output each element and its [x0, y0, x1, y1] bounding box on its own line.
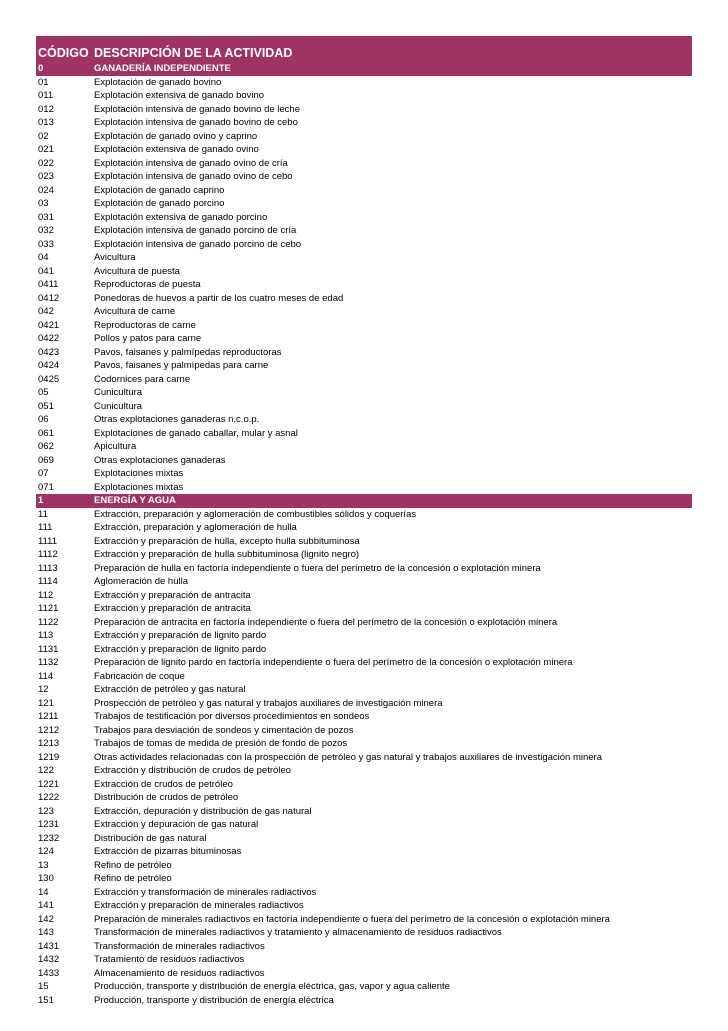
activity-code: 143 — [38, 927, 54, 938]
activity-code: 051 — [38, 400, 54, 412]
activity-description: Extracción y distribución de crudos de petróleo — [94, 765, 291, 776]
table-row — [36, 184, 692, 198]
activity-description: Preparación de antracita en factoría independiente o fuera del perímetro de la concesión o explotación minera — [94, 616, 558, 628]
table-row — [36, 440, 692, 454]
table-row — [36, 602, 692, 616]
activity-description: Explotación intensiva de ganado ovino de cebo — [94, 171, 293, 182]
table-row — [36, 670, 692, 684]
table-row — [36, 508, 692, 522]
table-row — [36, 521, 692, 535]
table-row — [36, 913, 692, 927]
activity-code: 141 — [38, 900, 54, 911]
activity-code: 121 — [38, 697, 54, 709]
activity-code: 1111 — [38, 535, 58, 547]
table-row — [36, 305, 692, 319]
activity-code: 061 — [38, 427, 54, 439]
code-column-header: CÓDIGO — [38, 46, 89, 60]
activity-code-table — [36, 36, 692, 1007]
section-row — [36, 494, 692, 508]
activity-description: Refino de petróleo — [94, 859, 172, 871]
activity-description: Extracción, preparación y aglomeración de combustibles sólidos y coquerías — [94, 508, 417, 520]
activity-description: ENERGÍA Y AGUA — [94, 495, 176, 506]
table-row — [36, 940, 692, 954]
activity-description: Extracción de crudos de petróleo — [94, 778, 233, 790]
activity-description: Extracción y transformación de minerales radiactivos — [94, 886, 317, 898]
activity-code: 07 — [38, 468, 49, 479]
activity-code: 071 — [38, 481, 54, 493]
table-row — [36, 656, 692, 670]
activity-code: 15 — [38, 981, 49, 992]
activity-code: 1431 — [38, 940, 60, 952]
activity-description: Preparación de minerales radiactivos en factoría independiente o fuera del perímetro de la concesión o explotación minera — [94, 913, 610, 925]
activity-code: 1114 — [38, 576, 58, 587]
table-row — [36, 265, 692, 279]
table-row — [36, 211, 692, 225]
table-row — [36, 535, 692, 549]
activity-code: 1433 — [38, 967, 60, 979]
activity-code: 113 — [38, 630, 54, 641]
table-row — [36, 724, 692, 738]
activity-description: Explotación extensiva de ganado ovino — [94, 144, 259, 155]
table-row — [36, 751, 692, 765]
activity-description: Refino de petróleo — [94, 873, 172, 884]
activity-code: 011 — [38, 90, 54, 101]
activity-code: 1131 — [38, 643, 59, 655]
activity-description: Avicultura de puesta — [94, 265, 180, 277]
table-row — [36, 737, 692, 751]
table-row — [36, 791, 692, 805]
activity-description: Explotación de ganado bovino — [94, 76, 222, 88]
activity-description: Tratamiento de residuos radiactivos — [94, 954, 245, 965]
table-row — [36, 575, 692, 589]
activity-code: 151 — [38, 994, 54, 1006]
activity-description: Explotación intensiva de ganado bovino de cebo — [94, 117, 298, 128]
table-row — [36, 400, 692, 414]
section-row — [36, 62, 692, 76]
table-row — [36, 238, 692, 252]
activity-code: 05 — [38, 387, 49, 398]
activity-description: Almacenamiento de residuos radiactivos — [94, 967, 265, 979]
activity-description: Pavos, faisanes y palmípedas reproductoras — [94, 346, 282, 358]
activity-description: Preparación de hulla en factoría independiente o fuera del perímetro de la concesión o explotación minera — [94, 562, 541, 574]
activity-code: 0421 — [38, 319, 60, 331]
activity-description: Prospección de petróleo y gas natural y trabajos auxiliares de investigación minera — [94, 697, 443, 709]
activity-description: Explotación de ganado ovino y caprino — [94, 130, 258, 142]
table-body — [36, 62, 692, 1007]
activity-description: Explotación de ganado porcino — [94, 198, 225, 209]
activity-description: Explotaciones mixtas — [94, 468, 184, 479]
table-row — [36, 778, 692, 792]
table-row — [36, 899, 692, 913]
activity-description: Trabajos de tomas de medida de presión de fondo de pozos — [94, 738, 348, 749]
activity-description: Explotación extensiva de ganado porcino — [94, 211, 268, 223]
activity-description: Explotaciones mixtas — [94, 481, 184, 493]
activity-description: Otras explotaciones ganaderas — [94, 454, 226, 466]
activity-code: 1432 — [38, 954, 60, 965]
activity-code: 123 — [38, 805, 54, 817]
table-row — [36, 116, 692, 130]
activity-description: Producción, transporte y distribución de energía eléctrica, gas, vapor y agua caliente — [94, 981, 450, 992]
activity-description: Explotación intensiva de ganado bovino de leche — [94, 103, 300, 115]
table-row — [36, 386, 692, 400]
activity-description: Distribución de gas natural — [94, 832, 207, 844]
activity-code: 1 — [38, 495, 44, 506]
activity-description: Extracción y depuración de gas natural — [94, 819, 259, 830]
table-row — [36, 859, 692, 873]
activity-description: Reproductoras de puesta — [94, 279, 201, 290]
table-row — [36, 764, 692, 778]
table-row — [36, 697, 692, 711]
table-row — [36, 292, 692, 306]
activity-code: 142 — [38, 913, 54, 925]
table-row — [36, 278, 692, 292]
activity-description: Explotación extensiva de ganado bovino — [94, 90, 265, 101]
table-row — [36, 359, 692, 373]
activity-code: 1213 — [38, 738, 60, 749]
table-row — [36, 980, 692, 994]
activity-description: Reproductoras de carne — [94, 319, 196, 331]
activity-description: Extracción de petróleo y gas natural — [94, 684, 246, 695]
activity-code: 1132 — [38, 657, 59, 668]
activity-code: 1112 — [38, 549, 58, 560]
activity-code: 1221 — [38, 778, 60, 790]
table-row — [36, 143, 692, 157]
table-row — [36, 481, 692, 495]
table-row — [36, 319, 692, 333]
activity-code: 0412 — [38, 292, 60, 304]
activity-description: Explotación intensiva de ganado ovino de cría — [94, 157, 288, 169]
table-row — [36, 872, 692, 886]
activity-code: 1231 — [38, 819, 60, 830]
table-row — [36, 926, 692, 940]
activity-code: 021 — [38, 144, 54, 155]
activity-code: 112 — [38, 589, 54, 601]
activity-code: 02 — [38, 130, 49, 142]
activity-description: Avicultura — [94, 252, 136, 263]
table-header — [36, 36, 692, 62]
activity-description: Avicultura de carne — [94, 306, 176, 317]
activity-code: 1222 — [38, 792, 60, 803]
activity-description: Trabajos para desviación de sondeos y cimentación de pozos — [94, 724, 354, 736]
activity-code: 0424 — [38, 360, 60, 371]
table-row — [36, 413, 692, 427]
table-row — [36, 103, 692, 117]
activity-description: Pollos y patos para carne — [94, 333, 202, 344]
activity-description: Extracción y preparación de minerales radiactivos — [94, 900, 304, 911]
table-row — [36, 953, 692, 967]
activity-code: 122 — [38, 765, 54, 776]
activity-code: 062 — [38, 441, 54, 452]
activity-code: 0411 — [38, 279, 59, 290]
table-row — [36, 130, 692, 144]
activity-code: 022 — [38, 157, 54, 169]
table-row — [36, 251, 692, 265]
activity-code: 12 — [38, 684, 49, 695]
activity-description: Otras explotaciones ganaderas n.c.o.p. — [94, 414, 260, 425]
table-row — [36, 967, 692, 981]
activity-code: 1232 — [38, 832, 60, 844]
table-row — [36, 616, 692, 630]
activity-description: Distribución de crudos de petróleo — [94, 792, 239, 803]
activity-code: 13 — [38, 859, 49, 871]
activity-code: 0422 — [38, 333, 60, 344]
table-row — [36, 346, 692, 360]
table-row — [36, 427, 692, 441]
activity-code: 1219 — [38, 751, 60, 763]
activity-code: 012 — [38, 103, 54, 115]
activity-code: 1211 — [38, 711, 59, 722]
activity-description: Fabricación de coque — [94, 670, 185, 682]
table-row — [36, 818, 692, 832]
table-row — [36, 643, 692, 657]
activity-description: Transformación de minerales radiactivos y tratamiento y almacenamiento de residuos radiactivos — [94, 927, 502, 938]
activity-code: 069 — [38, 454, 54, 466]
activity-code: 124 — [38, 846, 54, 857]
activity-code: 114 — [38, 670, 54, 682]
activity-description: Otras actividades relacionadas con la prospección de petróleo y gas natural y trabajos auxiliares de investigación minera — [94, 751, 603, 763]
table-row — [36, 683, 692, 697]
activity-code: 024 — [38, 184, 54, 196]
activity-description: Explotación de ganado caprino — [94, 184, 225, 196]
activity-description: Extracción y preparación de lignito pardo — [94, 643, 267, 655]
activity-code: 111 — [38, 522, 53, 533]
table-row — [36, 454, 692, 468]
activity-code: 013 — [38, 117, 54, 128]
activity-description: Extracción de pizarras bituminosas — [94, 846, 242, 857]
activity-description: Extracción, depuración y distribución de gas natural — [94, 805, 312, 817]
activity-code: 033 — [38, 238, 54, 250]
table-row — [36, 562, 692, 576]
description-column-header: DESCRIPCIÓN DE LA ACTIVIDAD — [94, 46, 293, 60]
table-row — [36, 589, 692, 603]
activity-code: 031 — [38, 211, 54, 223]
activity-code: 11 — [38, 508, 48, 520]
activity-description: Trabajos de testificación por diversos procedimientos en sondeos — [94, 711, 370, 722]
activity-description: Cunicultura — [94, 387, 143, 398]
table-row — [36, 197, 692, 211]
activity-code: 041 — [38, 265, 54, 277]
activity-code: 042 — [38, 306, 54, 317]
table-row — [36, 832, 692, 846]
activity-code: 03 — [38, 198, 49, 209]
activity-code: 1212 — [38, 724, 60, 736]
table-row — [36, 157, 692, 171]
activity-code: 1122 — [38, 616, 59, 628]
activity-description: Producción, transporte y distribución de energía eléctrica — [94, 994, 334, 1006]
activity-description: Extracción y preparación de antracita — [94, 603, 251, 614]
activity-description: Pavos, faisanes y palmípedas para carne — [94, 360, 269, 371]
activity-description: Ponedoras de huevos a partir de los cuatro meses de edad — [94, 292, 344, 304]
activity-code: 01 — [38, 76, 49, 88]
activity-code: 130 — [38, 873, 54, 884]
activity-code: 1121 — [38, 603, 59, 614]
activity-code: 14 — [38, 886, 49, 898]
activity-description: Apicultura — [94, 441, 137, 452]
table-row — [36, 629, 692, 643]
activity-description: Aglomeración de hulla — [94, 576, 189, 587]
activity-description: Preparación de lignito pardo en factoría independiente o fuera del perímetro de la concesión o explotación minera — [94, 657, 573, 668]
table-row — [36, 332, 692, 346]
table-row — [36, 224, 692, 238]
activity-description: Codornices para carne — [94, 373, 191, 385]
activity-description: GANADERÍA INDEPENDIENTE — [94, 63, 231, 74]
activity-description: Extracción y preparación de lignito pardo — [94, 630, 267, 641]
table-row — [36, 89, 692, 103]
table-row — [36, 76, 692, 90]
activity-description: Extracción, preparación y aglomeración de hulla — [94, 522, 297, 533]
activity-description: Cunicultura — [94, 400, 143, 412]
table-row — [36, 886, 692, 900]
activity-code: 04 — [38, 252, 49, 263]
table-row — [36, 805, 692, 819]
activity-code: 0425 — [38, 373, 60, 385]
activity-code: 0 — [38, 63, 44, 74]
table-row — [36, 170, 692, 184]
table-row — [36, 548, 692, 562]
activity-description: Explotación intensiva de ganado porcino de cebo — [94, 238, 302, 250]
activity-description: Extracción y preparación de antracita — [94, 589, 251, 601]
activity-description: Explotación intensiva de ganado porcino de cría — [94, 225, 297, 236]
table-row — [36, 845, 692, 859]
activity-description: Explotaciones de ganado caballar, mular y asnal — [94, 427, 298, 439]
activity-description: Extracción y preparación de hulla, excepto hulla subbituminosa — [94, 535, 360, 547]
table-row — [36, 710, 692, 724]
activity-description: Extracción y preparación de hulla subbituminosa (lignito negro) — [94, 549, 360, 560]
activity-code: 06 — [38, 414, 49, 425]
table-row — [36, 373, 692, 387]
activity-code: 1113 — [38, 562, 58, 574]
activity-description: Transformación de minerales radiactivos — [94, 940, 265, 952]
activity-code: 0423 — [38, 346, 60, 358]
activity-code: 023 — [38, 171, 54, 182]
activity-code: 032 — [38, 225, 54, 236]
table-row — [36, 467, 692, 481]
table-row — [36, 994, 692, 1008]
